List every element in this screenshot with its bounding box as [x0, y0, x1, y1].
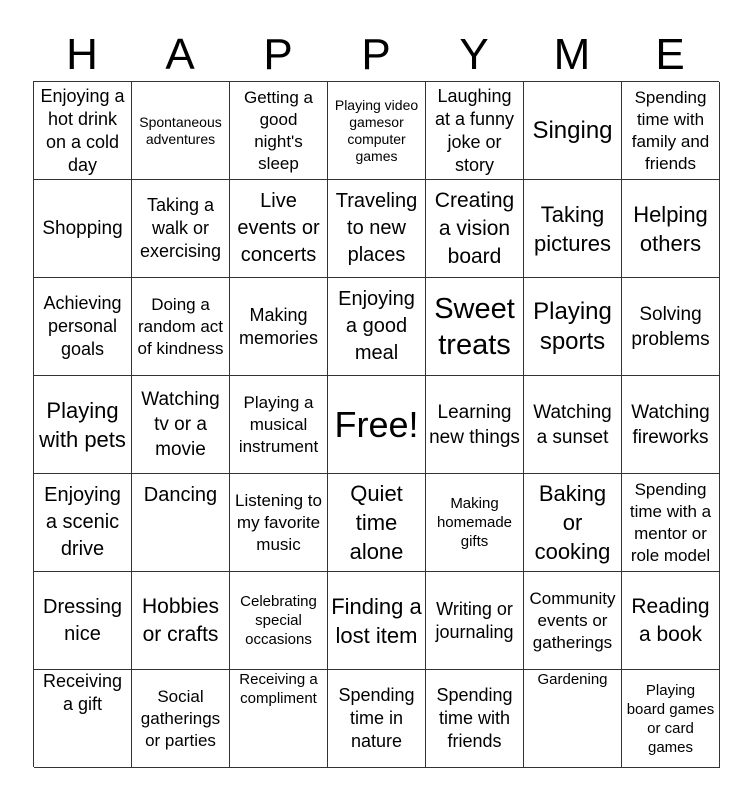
- bingo-cell[interactable]: [34, 180, 132, 278]
- cell-text: Sweet treats: [434, 292, 515, 361]
- cell-text: Playing with pets: [39, 397, 126, 452]
- bingo-cell[interactable]: [328, 670, 426, 768]
- header-letter: M: [553, 30, 591, 79]
- cell-text: Playing board games or card games: [626, 681, 715, 756]
- cell-text: Watching a sunset: [533, 401, 612, 448]
- header-letter: A: [165, 30, 195, 79]
- bingo-cell[interactable]: [230, 180, 328, 278]
- bingo-cell[interactable]: [132, 572, 230, 670]
- cell-text: Spontaneous adventures: [139, 113, 222, 147]
- bingo-cell[interactable]: [34, 82, 132, 180]
- bingo-cell[interactable]: [132, 180, 230, 278]
- cell-text: Making memories: [238, 304, 318, 348]
- bingo-cell[interactable]: [34, 670, 132, 768]
- bingo-cell[interactable]: [524, 376, 622, 474]
- bingo-cell[interactable]: [328, 82, 426, 180]
- bingo-cell[interactable]: [622, 278, 720, 376]
- bingo-cell[interactable]: [524, 572, 622, 670]
- cell-text: Social gatherings or parties: [140, 686, 221, 750]
- cell-text: Watching tv or a movie: [141, 389, 220, 460]
- bingo-cell[interactable]: [230, 474, 328, 572]
- cell-text: Traveling to new places: [335, 190, 418, 266]
- bingo-cell[interactable]: [524, 180, 622, 278]
- cell-text: Learning new things: [429, 401, 520, 448]
- cell-text: Getting a good night's sleep: [244, 87, 313, 173]
- cell-text: Enjoying a scenic drive: [44, 484, 121, 560]
- bingo-cell[interactable]: [132, 376, 230, 474]
- cell-text: Playing a musical instrument: [238, 392, 319, 456]
- bingo-cell[interactable]: [328, 180, 426, 278]
- header-letter: H: [66, 30, 98, 79]
- cell-text: Receiving a gift: [42, 671, 123, 714]
- bingo-cell[interactable]: [34, 278, 132, 376]
- cell-text: Doing a random act of kindness: [137, 294, 224, 358]
- cell-text: Watching fireworks: [631, 401, 710, 448]
- bingo-cell[interactable]: [622, 180, 720, 278]
- bingo-cell[interactable]: [328, 474, 426, 572]
- cell-text: Taking a walk or exercising: [139, 195, 222, 261]
- bingo-cell[interactable]: [34, 474, 132, 572]
- header-letter: Y: [459, 30, 489, 79]
- bingo-cell[interactable]: [426, 670, 524, 768]
- bingo-cell[interactable]: [426, 572, 524, 670]
- bingo-cell[interactable]: [328, 278, 426, 376]
- cell-text: Helping others: [633, 201, 708, 256]
- cell-text: Achieving personal goals: [43, 293, 122, 359]
- cell-text: Finding a lost item: [331, 593, 422, 648]
- cell-text: Spending time in nature: [338, 685, 415, 751]
- bingo-cell[interactable]: [426, 376, 524, 474]
- bingo-cell[interactable]: [622, 572, 720, 670]
- cell-text: Dressing nice: [43, 595, 122, 645]
- bingo-cell[interactable]: [622, 670, 720, 768]
- bingo-cell[interactable]: [230, 82, 328, 180]
- free-space-text: Free!: [334, 403, 419, 445]
- cell-text: Reading a book: [631, 594, 710, 646]
- cell-text: Spending time with friends: [436, 685, 513, 751]
- cell-text: Playing video gamesor computer games: [334, 96, 419, 164]
- bingo-cell[interactable]: [426, 474, 524, 572]
- header-letter: E: [655, 30, 685, 79]
- bingo-cell[interactable]: [132, 278, 230, 376]
- bingo-cell[interactable]: [622, 376, 720, 474]
- bingo-cell[interactable]: [524, 82, 622, 180]
- cell-text: Dancing: [143, 484, 218, 506]
- cell-text: Baking or cooking: [534, 481, 611, 564]
- bingo-cell[interactable]: [230, 670, 328, 768]
- bingo-cell[interactable]: [426, 180, 524, 278]
- bingo-cell[interactable]: [426, 82, 524, 180]
- bingo-cell[interactable]: [34, 376, 132, 474]
- bingo-cell[interactable]: [230, 278, 328, 376]
- bingo-cell[interactable]: [622, 82, 720, 180]
- bingo-cell[interactable]: [524, 474, 622, 572]
- bingo-cell[interactable]: [34, 572, 132, 670]
- cell-text: Making homemade gifts: [436, 495, 513, 550]
- cell-text: Spending time with a mentor or role model: [629, 479, 712, 565]
- cell-text: Singing: [532, 116, 613, 144]
- bingo-header: [33, 28, 719, 82]
- bingo-cell[interactable]: [132, 670, 230, 768]
- cell-text: Shopping: [42, 218, 123, 239]
- cell-text: Taking pictures: [533, 201, 612, 256]
- cell-text: Enjoying a hot drink on a cold day: [40, 85, 125, 175]
- cell-text: Spending time with family and friends: [631, 87, 710, 173]
- bingo-cell[interactable]: [230, 572, 328, 670]
- cell-text: Enjoying a good meal: [338, 288, 415, 364]
- cell-text: Listening to my favorite music: [235, 490, 322, 554]
- cell-text: Creating a vision board: [434, 188, 515, 268]
- bingo-cell[interactable]: [426, 278, 524, 376]
- bingo-cell[interactable]: [328, 572, 426, 670]
- bingo-cell[interactable]: [524, 278, 622, 376]
- header-letter: P: [263, 30, 293, 79]
- cell-text: Celebrating special occasions: [240, 593, 317, 648]
- cell-text: Laughing at a funny joke or story: [434, 85, 515, 175]
- cell-text: Gardening: [537, 671, 608, 688]
- bingo-cell[interactable]: [132, 474, 230, 572]
- cell-text: Community events or gatherings: [529, 588, 616, 652]
- cell-text: Receiving a compliment: [239, 671, 318, 707]
- bingo-cell[interactable]: [132, 82, 230, 180]
- cell-text: Hobbies or crafts: [141, 594, 220, 646]
- bingo-cell[interactable]: [524, 670, 622, 768]
- free-space[interactable]: [328, 376, 426, 474]
- bingo-cell[interactable]: [230, 376, 328, 474]
- bingo-cell[interactable]: [622, 474, 720, 572]
- header-letter: P: [361, 30, 391, 79]
- cell-text: Writing or journaling: [435, 598, 514, 642]
- cell-text: Solving problems: [631, 303, 710, 350]
- cell-text: Live events or concerts: [237, 190, 320, 266]
- cell-text: Playing sports: [533, 297, 612, 355]
- cell-text: Quiet time alone: [349, 481, 404, 564]
- bingo-grid: [33, 81, 719, 767]
